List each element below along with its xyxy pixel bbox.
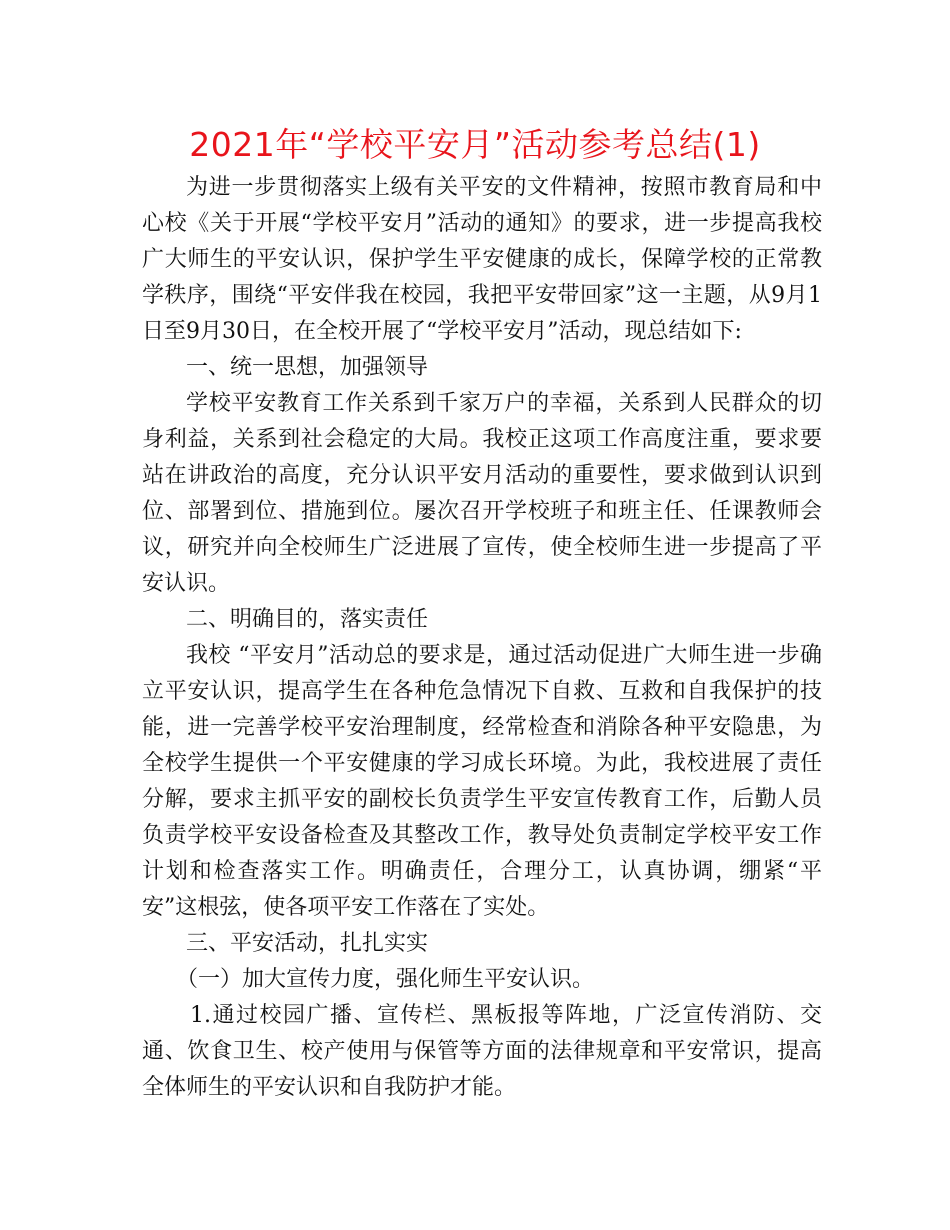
document-title: 2021年“学校平安月”活动参考总结(1) xyxy=(189,125,761,164)
section-paragraph-1: 学校平安教育工作关系到千家万户的幸福，关系到人民群众的切身利益，关系到社会稳定的大局。我校正这项工作高度注重，要求要站在讲政治的高度，充分认识平安月活动的重要性，要求做到认识到位、部署到位、措施到位。屡次召开学校班子和班主任、任课教师会议，研究并向全校师生广泛进展了宣传，使全校师生进一步提高了平安认识。 xyxy=(142,391,822,596)
list-item-1: 1.通过校园广播、宣传栏、黑板报等阵地，广泛宣传消防、交通、饮食卫生、校产使用与保管等方面的法律规章和平安常识，提高全体师生的平安认识和自我防护才能。 xyxy=(142,1003,822,1100)
section-heading-3: 三、平安活动，扎扎实实 xyxy=(186,931,429,956)
section-heading-2: 二、明确目的，落实责任 xyxy=(186,607,429,632)
section-paragraph-2: 我校 “平安月”活动总的要求是，通过活动促进广大师生进一步确立平安认识，提高学生在各种危急情况下自救、互救和自我保护的技能，进一完善学校平安治理制度，经常检查和消除各种平安隐患，为全校学生提供一个平安健康的学习成长环境。为此，我校进展了责任分解，要求主抓平安的副校长负责学生平安宣传教育工作，后勤人员负责学校平安设备检查及其整改工作，教导处负责制定学校平安工作计划和检查落实工作。明确责任，合理分工，认真协调，绷紧“平安”这根弦，使各项平安工作落在了实处。 xyxy=(142,643,822,920)
section-heading-1: 一、统一思想，加强领导 xyxy=(186,355,429,380)
subsection-heading-1: （一）加大宣传力度，强化师生平安认识。 xyxy=(176,967,595,992)
document-body xyxy=(142,170,822,1106)
intro-paragraph: 为进一步贯彻落实上级有关平安的文件精神，按照市教育局和中心校《关于开展“学校平安月”活动的通知》的要求，进一步提高我校广大师生的平安认识，保护学生平安健康的成长，保障学校的正常教学秩序，围绕“平安伴我在校园，我把平安带回家”这一主题，从9月1日至9月30日，在全校开展了“学校平安月”活动，现总结如下: xyxy=(142,175,822,344)
